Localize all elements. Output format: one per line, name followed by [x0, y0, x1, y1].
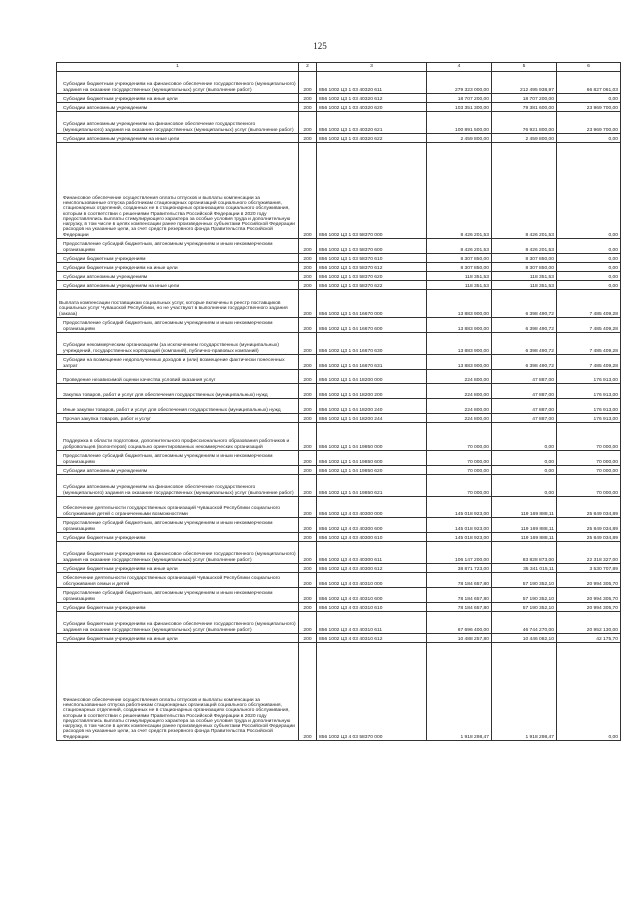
row-approved-cell: 70 000,00: [427, 451, 492, 466]
table-row: [57, 533, 621, 542]
row-code-cell: 856 1002 Ц3 4 03 40310 000: [317, 573, 427, 588]
row-grbs-cell: 200: [299, 612, 317, 634]
row-code-cell: 856 1002 Ц3 1 03 40320 621: [317, 112, 427, 134]
table-row: [57, 72, 621, 94]
row-executed-cell: 0,00: [492, 475, 557, 497]
table-row: [57, 134, 621, 143]
row-remainder-cell: 20 994 305,70: [557, 573, 621, 588]
row-executed-cell: 47 887,00: [492, 414, 557, 423]
page-number: 125: [313, 41, 327, 51]
row-name-cell: Субсидии автономным учреждениям на финансовое обеспечение государственного (муниципального) задания на оказание государственных (муниципальных) услуг (выполнение работ): [57, 112, 299, 134]
row-approved-cell: 13 883 900,00: [427, 355, 492, 370]
row-executed-cell: 18 707 200,00: [492, 94, 557, 103]
row-remainder-cell: 20 994 305,70: [557, 588, 621, 603]
row-name-cell: Предоставление субсидий бюджетным, автономным учреждениям и иным некоммерческим организациям: [57, 518, 299, 533]
row-approved-cell: 13 883 900,00: [427, 318, 492, 333]
row-executed-cell: 8 426 201,53: [492, 239, 557, 254]
row-remainder-cell: 0,00: [557, 281, 621, 290]
row-code-cell: 856 1002 Ц3 1 03 58370 610: [317, 254, 427, 263]
row-executed-cell: 57 190 352,10: [492, 588, 557, 603]
row-name-cell: Обеспечение деятельности государственных организаций Чувашской Республики социального обслуживания детей с ограниченными возможностями: [57, 497, 299, 518]
row-remainder-cell: 7 485 409,28: [557, 318, 621, 333]
row-code-cell: 856 1002 Ц3 1 04 16670 631: [317, 355, 427, 370]
row-grbs-cell: 200: [299, 588, 317, 603]
row-remainder-cell: 23 969 700,00: [557, 112, 621, 134]
row-approved-cell: 78 184 657,80: [427, 603, 492, 612]
row-code-cell: 856 1002 Ц3 4 03 40300 000: [317, 497, 427, 518]
row-executed-cell: 0,00: [492, 466, 557, 475]
row-executed-cell: 57 190 352,10: [492, 603, 557, 612]
row-code-cell: 856 1002 Ц3 1 04 16670 000: [317, 290, 427, 318]
row-approved-cell: 70 000,00: [427, 475, 492, 497]
table-row: [57, 333, 621, 355]
table-row: [57, 290, 621, 318]
row-code-cell: 856 1002 Ц3 4 03 40310 612: [317, 634, 427, 643]
table-row: [57, 603, 621, 612]
table-row: [57, 370, 621, 384]
row-remainder-cell: 66 827 061,03: [557, 72, 621, 94]
row-grbs-cell: 200: [299, 518, 317, 533]
row-approved-cell: 145 018 923,00: [427, 518, 492, 533]
row-name-cell: Субсидии автономным учреждениям на финансовое обеспечение государственного (муниципального) задания на оказание государственных (муниципальных) услуг (выполнение работ): [57, 475, 299, 497]
row-code-cell: 856 1002 Ц3 1 04 19850 621: [317, 475, 427, 497]
row-approved-cell: 224 800,00: [427, 370, 492, 384]
table-row: [57, 466, 621, 475]
row-code-cell: 856 1002 Ц3 1 04 18200 200: [317, 384, 427, 399]
row-approved-cell: 224 800,00: [427, 384, 492, 399]
row-executed-cell: 212 495 938,97: [492, 72, 557, 94]
row-grbs-cell: 200: [299, 542, 317, 564]
row-approved-cell: 224 800,00: [427, 414, 492, 423]
row-grbs-cell: 200: [299, 103, 317, 112]
row-code-cell: 856 1002 Ц3 1 03 58370 612: [317, 263, 427, 272]
table-row: [57, 112, 621, 134]
row-name-cell: Субсидии бюджетным учреждениям на иные цели: [57, 263, 299, 272]
row-grbs-cell: 200: [299, 112, 317, 134]
row-grbs-cell: 200: [299, 573, 317, 588]
row-code-cell: 856 1002 Ц3 1 04 19850 600: [317, 451, 427, 466]
row-grbs-cell: 200: [299, 533, 317, 542]
row-executed-cell: 47 887,00: [492, 384, 557, 399]
row-grbs-cell: 200: [299, 263, 317, 272]
row-executed-cell: 119 169 888,11: [492, 518, 557, 533]
row-executed-cell: 57 190 352,10: [492, 573, 557, 588]
row-name-cell: Субсидии бюджетным учреждениям на иные цели: [57, 564, 299, 573]
row-executed-cell: 2 459 800,00: [492, 134, 557, 143]
row-name-cell: Субсидии автономным учреждениям: [57, 272, 299, 281]
table-row: [57, 263, 621, 272]
row-remainder-cell: 25 849 034,89: [557, 518, 621, 533]
table-row: [57, 451, 621, 466]
row-name-cell: Субсидии бюджетным учреждениям: [57, 533, 299, 542]
header-cell: 2: [299, 63, 317, 72]
row-grbs-cell: 200: [299, 318, 317, 333]
row-approved-cell: 100 891 500,00: [427, 112, 492, 134]
row-approved-cell: 10 488 257,80: [427, 634, 492, 643]
header-cell: 4: [427, 63, 492, 72]
row-remainder-cell: 22 318 327,00: [557, 542, 621, 564]
row-executed-cell: 0,00: [492, 451, 557, 466]
row-grbs-cell: 200: [299, 290, 317, 318]
row-name-cell: Субсидии автономным учреждениям на иные цели: [57, 134, 299, 143]
row-approved-cell: 70 000,00: [427, 423, 492, 451]
row-remainder-cell: 7 485 409,28: [557, 290, 621, 318]
row-grbs-cell: 200: [299, 355, 317, 370]
row-approved-cell: 70 000,00: [427, 466, 492, 475]
row-executed-cell: 8 307 850,00: [492, 263, 557, 272]
row-code-cell: 856 1002 Ц3 4 03 40310 610: [317, 603, 427, 612]
row-code-cell: 856 1002 Ц3 1 04 16670 630: [317, 333, 427, 355]
row-remainder-cell: 70 000,00: [557, 451, 621, 466]
row-remainder-cell: 176 913,00: [557, 414, 621, 423]
row-executed-cell: 6 398 490,72: [492, 333, 557, 355]
row-code-cell: 856 1002 Ц3 4 03 40300 612: [317, 564, 427, 573]
row-name-cell: Субсидии бюджетным учреждениям на иные цели: [57, 634, 299, 643]
row-name-cell: Обеспечение деятельности государственных организаций Чувашской Республики социального обслуживания семьи и детей: [57, 573, 299, 588]
row-grbs-cell: 200: [299, 333, 317, 355]
row-approved-cell: 224 800,00: [427, 399, 492, 414]
row-name-cell: Субсидии автономным учреждениям: [57, 466, 299, 475]
row-name-cell: Предоставление субсидий бюджетным, автономным учреждениям и иным некоммерческим организациям: [57, 588, 299, 603]
row-name-cell: Закупка товаров, работ и услуг для обеспечения государственных (муниципальных) нужд: [57, 384, 299, 399]
table-row: [57, 318, 621, 333]
row-code-cell: 856 1002 Ц3 1 03 40320 611: [317, 72, 427, 94]
row-grbs-cell: 200: [299, 72, 317, 94]
table-row: [57, 588, 621, 603]
row-remainder-cell: 176 913,00: [557, 384, 621, 399]
row-remainder-cell: 20 994 305,70: [557, 603, 621, 612]
row-name-cell: Предоставление субсидий бюджетным, автономным учреждениям и иным некоммерческим организациям: [57, 318, 299, 333]
row-name-cell: Субсидии автономным учреждениям: [57, 103, 299, 112]
row-name-cell: Субсидии на возмещение недополученных доходов и (или) возмещение фактически понесенных затрат: [57, 355, 299, 370]
table-row: [57, 573, 621, 588]
row-code-cell: 856 1002 Ц3 1 04 18200 000: [317, 370, 427, 384]
row-executed-cell: 119 169 888,11: [492, 533, 557, 542]
header-cell: 5: [492, 63, 557, 72]
table-row: [57, 239, 621, 254]
table-row: [57, 414, 621, 423]
row-grbs-cell: 200: [299, 384, 317, 399]
row-code-cell: 856 1002 Ц3 1 04 19850 620: [317, 466, 427, 475]
row-remainder-cell: 7 485 409,28: [557, 355, 621, 370]
table-row: [57, 103, 621, 112]
row-remainder-cell: 42 175,70: [557, 634, 621, 643]
row-remainder-cell: 70 000,00: [557, 466, 621, 475]
row-remainder-cell: 25 849 034,89: [557, 533, 621, 542]
row-executed-cell: 6 398 490,72: [492, 290, 557, 318]
row-grbs-cell: 200: [299, 414, 317, 423]
row-code-cell: 856 1002 Ц3 1 04 18200 240: [317, 399, 427, 414]
row-code-cell: 856 1002 Ц3 1 03 58370 622: [317, 281, 427, 290]
header-cell: 3: [317, 63, 427, 72]
table-header-row: [57, 63, 621, 72]
table-row: [57, 497, 621, 518]
row-remainder-cell: 0,00: [557, 239, 621, 254]
row-remainder-cell: 7 485 409,28: [557, 333, 621, 355]
row-code-cell: 856 1002 Ц3 4 03 40310 600: [317, 588, 427, 603]
row-executed-cell: 119 169 888,11: [492, 497, 557, 518]
row-executed-cell: 47 887,00: [492, 370, 557, 384]
row-executed-cell: 0,00: [492, 423, 557, 451]
row-code-cell: 856 1002 Ц3 1 03 58370 620: [317, 272, 427, 281]
row-remainder-cell: 3 530 707,89: [557, 564, 621, 573]
row-executed-cell: 8 426 201,53: [492, 143, 557, 239]
row-executed-cell: 83 828 873,00: [492, 542, 557, 564]
row-grbs-cell: 200: [299, 643, 317, 741]
row-code-cell: 856 1002 Ц3 1 04 18200 244: [317, 414, 427, 423]
table-row: [57, 281, 621, 290]
row-code-cell: 856 1002 Ц3 1 03 58370 000: [317, 143, 427, 239]
row-approved-cell: 8 307 850,00: [427, 254, 492, 263]
row-remainder-cell: 0,00: [557, 272, 621, 281]
row-code-cell: 856 1002 Ц3 1 03 40320 622: [317, 134, 427, 143]
row-grbs-cell: 200: [299, 134, 317, 143]
row-name-cell: Финансовое обеспечение осуществления оплаты отпусков и выплаты компенсации за неиспользованные отпуска работникам стационарных организаций социального обслуживания, стационарных отделений, созданных не в стационарных организациях социального обслуживания, которым в соответствии с решениями Правительства Российской Федерации в 2020 году предоставлялись выплаты стимулирующего характера за особые условия труда и дополнительную нагрузку, в том числе в целях компенсации ранее произведенных субъектами Российской Федерации расходов на указанные цели, за счет средств резервного фонда Правительства Российской Федерации: [57, 643, 299, 741]
row-remainder-cell: 23 969 700,00: [557, 103, 621, 112]
table-row: [57, 254, 621, 263]
row-approved-cell: 145 018 923,00: [427, 497, 492, 518]
row-code-cell: 856 1002 Ц3 1 04 16670 600: [317, 318, 427, 333]
table-body: [57, 72, 621, 741]
table-row: [57, 634, 621, 643]
table-row: [57, 272, 621, 281]
row-grbs-cell: 200: [299, 451, 317, 466]
row-code-cell: 856 1002 Ц3 4 03 58370 000: [317, 643, 427, 741]
row-name-cell: Субсидии автономным учреждениям на иные цели: [57, 281, 299, 290]
row-remainder-cell: 0,00: [557, 143, 621, 239]
row-name-cell: Финансовое обеспечение осуществления оплаты отпусков и выплаты компенсации за неиспользованные отпуска работникам стационарных организаций социального обслуживания, стационарных отделений, созданных не в стационарных организациях социального обслуживания, которым в соответствии с решениями Правительства Российской Федерации в 2020 году предоставлялись выплаты стимулирующего характера за особые условия труда и дополнительную нагрузку, в том числе в целях компенсации ранее произведенных субъектами Российской Федерации расходов на указанные цели, за счет средств резервного фонда Правительства Российской Федерации: [57, 143, 299, 239]
table-row: [57, 564, 621, 573]
row-approved-cell: 78 184 657,80: [427, 573, 492, 588]
row-grbs-cell: 200: [299, 634, 317, 643]
table-row: [57, 612, 621, 634]
row-approved-cell: 8 426 201,53: [427, 143, 492, 239]
row-approved-cell: 13 883 900,00: [427, 333, 492, 355]
row-approved-cell: 8 307 850,00: [427, 263, 492, 272]
row-grbs-cell: 200: [299, 370, 317, 384]
row-name-cell: Субсидии некоммерческим организациям (за исключением государственных (муниципальных) учреждений, государственных корпораций (компаний), публично-правовых компаний): [57, 333, 299, 355]
row-name-cell: Поддержка в области подготовки, дополнительного профессионального образования работников и добровольцев (волонтеров) социально ориентированных некоммерческих организаций: [57, 423, 299, 451]
row-code-cell: 856 1002 Ц3 1 04 19850 000: [317, 423, 427, 451]
row-remainder-cell: 25 849 034,89: [557, 497, 621, 518]
row-grbs-cell: 200: [299, 143, 317, 239]
row-code-cell: 856 1002 Ц3 1 03 58370 600: [317, 239, 427, 254]
row-name-cell: Предоставление субсидий бюджетным, автономным учреждениям и иным некоммерческим организациям: [57, 451, 299, 466]
row-executed-cell: 1 918 298,47: [492, 643, 557, 741]
table-row: [57, 399, 621, 414]
table-row: [57, 94, 621, 103]
row-approved-cell: 118 351,53: [427, 272, 492, 281]
header-cell: 1: [57, 63, 299, 72]
table-row: [57, 423, 621, 451]
row-name-cell: Прочая закупка товаров, работ и услуг: [57, 414, 299, 423]
row-code-cell: 856 1002 Ц3 4 03 40300 600: [317, 518, 427, 533]
row-remainder-cell: 176 913,00: [557, 370, 621, 384]
row-executed-cell: 6 398 490,72: [492, 355, 557, 370]
row-code-cell: 856 1002 Ц3 1 03 40320 620: [317, 103, 427, 112]
row-grbs-cell: 200: [299, 564, 317, 573]
row-grbs-cell: 200: [299, 423, 317, 451]
row-name-cell: Субсидии бюджетным учреждениям: [57, 603, 299, 612]
row-approved-cell: 145 018 923,00: [427, 533, 492, 542]
row-remainder-cell: 0,00: [557, 134, 621, 143]
row-approved-cell: 1 918 298,47: [427, 643, 492, 741]
row-approved-cell: 38 871 723,00: [427, 564, 492, 573]
row-executed-cell: 47 887,00: [492, 399, 557, 414]
row-remainder-cell: 70 000,00: [557, 475, 621, 497]
budget-table: [56, 62, 621, 741]
row-name-cell: Субсидии бюджетным учреждениям: [57, 254, 299, 263]
row-name-cell: Субсидии бюджетным учреждениям на иные цели: [57, 94, 299, 103]
row-code-cell: 856 1002 Ц3 1 03 40320 612: [317, 94, 427, 103]
row-approved-cell: 78 184 657,80: [427, 588, 492, 603]
row-grbs-cell: 200: [299, 466, 317, 475]
row-grbs-cell: 200: [299, 254, 317, 263]
row-approved-cell: 67 696 400,00: [427, 612, 492, 634]
table-row: [57, 518, 621, 533]
row-code-cell: 856 1002 Ц3 4 03 40300 610: [317, 533, 427, 542]
row-grbs-cell: 200: [299, 475, 317, 497]
row-approved-cell: 2 459 800,00: [427, 134, 492, 143]
row-executed-cell: 46 744 270,00: [492, 612, 557, 634]
row-name-cell: Предоставление субсидий бюджетным, автономным учреждениям и иным некоммерческим организациям: [57, 239, 299, 254]
row-remainder-cell: 0,00: [557, 94, 621, 103]
row-remainder-cell: 20 952 130,00: [557, 612, 621, 634]
row-grbs-cell: 200: [299, 603, 317, 612]
row-approved-cell: 18 707 200,00: [427, 94, 492, 103]
row-name-cell: Иные закупки товаров, работ и услуг для обеспечения государственных (муниципальных) нужд: [57, 399, 299, 414]
row-name-cell: Субсидии бюджетным учреждениям на финансовое обеспечение государственного (муниципального) задания на оказание государственных (муниципальных) услуг (выполнение работ): [57, 542, 299, 564]
row-executed-cell: 118 351,53: [492, 272, 557, 281]
table-row: [57, 143, 621, 239]
row-remainder-cell: 70 000,00: [557, 423, 621, 451]
row-name-cell: Выплата компенсации поставщикам социальных услуг, которые включены в реестр поставщиков социальных услуг Чувашской Республики, но не участвуют в выполнении государственного задания (заказа): [57, 290, 299, 318]
row-remainder-cell: 0,00: [557, 254, 621, 263]
row-executed-cell: 8 307 850,00: [492, 254, 557, 263]
row-approved-cell: 8 426 201,53: [427, 239, 492, 254]
row-remainder-cell: 176 913,00: [557, 399, 621, 414]
row-code-cell: 856 1002 Ц3 4 03 40300 611: [317, 542, 427, 564]
row-grbs-cell: 200: [299, 239, 317, 254]
row-approved-cell: 13 883 900,00: [427, 290, 492, 318]
row-grbs-cell: 200: [299, 94, 317, 103]
row-executed-cell: 118 351,53: [492, 281, 557, 290]
row-approved-cell: 279 323 000,00: [427, 72, 492, 94]
row-approved-cell: 118 351,53: [427, 281, 492, 290]
row-remainder-cell: 0,00: [557, 263, 621, 272]
row-executed-cell: 6 398 490,72: [492, 318, 557, 333]
row-code-cell: 856 1002 Ц3 4 03 40310 611: [317, 612, 427, 634]
row-executed-cell: 79 381 600,00: [492, 103, 557, 112]
row-name-cell: Субсидии бюджетным учреждениям на финансовое обеспечение государственного (муниципального) задания на оказание государственных (муниципальных) услуг (выполнение работ): [57, 72, 299, 94]
row-grbs-cell: 200: [299, 281, 317, 290]
table-row: [57, 384, 621, 399]
row-grbs-cell: 200: [299, 272, 317, 281]
row-name-cell: Субсидии бюджетным учреждениям на финансовое обеспечение государственного (муниципального) задания на оказание государственных (муниципальных) услуг (выполнение работ): [57, 612, 299, 634]
row-approved-cell: 106 147 200,00: [427, 542, 492, 564]
row-grbs-cell: 200: [299, 399, 317, 414]
row-remainder-cell: 0,00: [557, 643, 621, 741]
row-approved-cell: 103 351 300,00: [427, 103, 492, 112]
header-cell: 6: [557, 63, 621, 72]
row-executed-cell: 35 341 015,11: [492, 564, 557, 573]
row-name-cell: Проведение независимой оценки качества условий оказания услуг: [57, 370, 299, 384]
row-executed-cell: 76 921 800,00: [492, 112, 557, 134]
table-row: [57, 542, 621, 564]
table-row: [57, 643, 621, 741]
row-grbs-cell: 200: [299, 497, 317, 518]
row-executed-cell: 10 446 082,10: [492, 634, 557, 643]
table-row: [57, 355, 621, 370]
table-row: [57, 475, 621, 497]
